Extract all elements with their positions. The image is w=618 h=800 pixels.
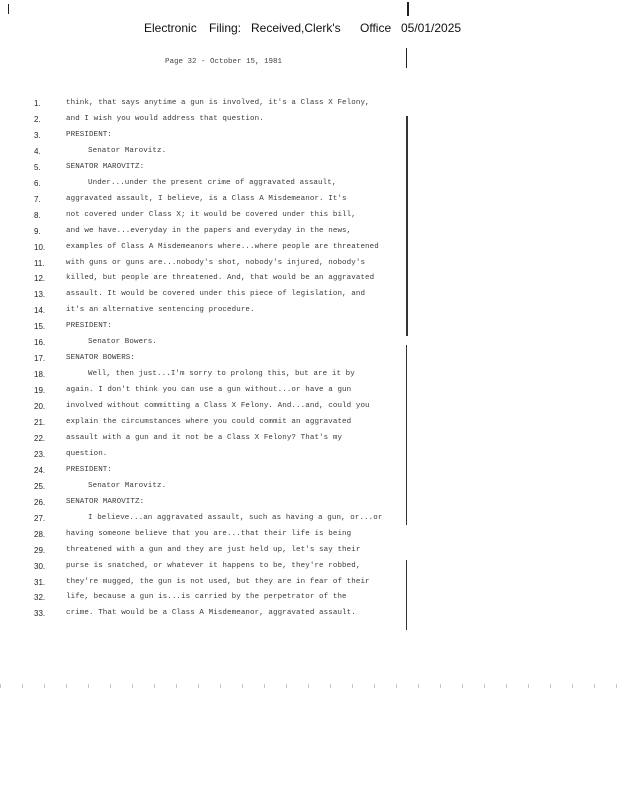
transcript-line: examples of Class A Misdemeanors where...where people are threatened — [66, 242, 379, 251]
transcript-line: PRESIDENT: — [66, 465, 113, 474]
scan-mark — [406, 48, 407, 68]
transcript-line: having someone believe that you are...that their life is being — [66, 529, 352, 538]
transcript-line: assault with a gun and it not be a Class X Felony? That's my — [66, 433, 343, 442]
line-number: 13. — [34, 290, 46, 300]
line-number: 11. — [34, 258, 45, 268]
line-number: 24. — [34, 465, 46, 475]
scan-mark — [407, 2, 409, 16]
transcript-line: PRESIDENT: — [66, 130, 113, 139]
transcript-line: SENATOR MAROVITZ: — [66, 162, 145, 171]
transcript-line: SENATOR BOWERS: — [66, 354, 136, 363]
transcript-line: and I wish you would address that question. — [66, 114, 264, 123]
transcript-line: crime. That would be a Class A Misdemeanor, aggravated assault. — [66, 609, 356, 618]
line-number: 26. — [34, 497, 46, 507]
line-number: 15. — [34, 322, 46, 332]
stamp-electronic: Electronic — [144, 21, 197, 35]
transcript-line: and we have...everyday in the papers and everyday in the news, — [66, 226, 352, 235]
transcript-line: SENATOR MAROVITZ: — [66, 497, 145, 506]
line-number: 6. — [34, 178, 41, 188]
transcript-line: killed, but people are threatened. And, that would be an aggravated — [66, 274, 375, 283]
transcript-line: question. — [66, 449, 108, 458]
line-number: 33. — [34, 609, 46, 619]
line-number: 8. — [34, 210, 41, 220]
transcript-line: Under...under the present crime of aggravated assault, — [88, 178, 337, 187]
transcript-line: they're mugged, the gun is not used, but they are in fear of their — [66, 577, 370, 586]
line-number: 18. — [34, 370, 46, 380]
transcript-line: threatened with a gun and they are just held up, let's say their — [66, 545, 361, 554]
line-number: 20. — [34, 402, 46, 412]
transcript-line: again. I don't think you can use a gun without...or have a gun — [66, 386, 352, 395]
scan-mark — [8, 4, 9, 14]
line-number: 30. — [34, 561, 46, 571]
stamp-date: 05/01/2025 — [401, 21, 462, 35]
stamp-filing: Filing: — [209, 21, 242, 35]
line-number: 4. — [34, 146, 41, 156]
electronic-filing-stamp — [0, 21, 618, 37]
transcript-line: think, that says anytime a gun is involved, it's a Class X Felony, — [66, 99, 370, 107]
line-number: 5. — [34, 162, 41, 172]
line-number: 22. — [34, 433, 46, 443]
margin-rule — [406, 116, 408, 336]
line-number: 14. — [34, 306, 46, 316]
line-number: 10. — [34, 242, 46, 252]
transcript-line: explain the circumstances where you could commit an aggravated — [66, 418, 352, 426]
stamp-received: Received,Clerk's — [251, 21, 341, 35]
transcript-line: Well, then just...I'm sorry to prolong this, but are it by — [88, 370, 355, 379]
line-number: 27. — [34, 513, 46, 523]
line-number: 32. — [34, 593, 46, 603]
transcript-line: with guns or guns are...nobody's shot, nobody's injured, nobody's — [66, 258, 366, 267]
margin-rule — [406, 560, 407, 630]
line-number: 7. — [34, 194, 41, 204]
scan-noise — [0, 684, 618, 688]
page-header: Page 32 - October 15, 1981 — [165, 58, 283, 66]
line-number: 9. — [34, 226, 41, 236]
transcript-line: Senator Bowers. — [88, 338, 158, 347]
margin-rule — [406, 345, 407, 525]
transcript-line: Senator Marovitz. — [88, 146, 167, 155]
transcript-line: PRESIDENT: — [66, 322, 113, 331]
line-number: 25. — [34, 481, 46, 491]
transcript-line: I believe...an aggravated assault, such as having a gun, or...or — [88, 513, 383, 522]
line-number: 3. — [34, 130, 41, 140]
transcript-line: involved without committing a Class X Felony. And...and, could you — [66, 402, 370, 411]
transcript-line: it's an alternative sentencing procedure. — [66, 306, 255, 315]
transcript-line: assault. It would be covered under this piece of legislation, and — [66, 290, 366, 299]
transcript-line: not covered under Class X; it would be covered under this bill, — [66, 210, 356, 219]
line-number: 29. — [34, 545, 46, 555]
line-number: 21. — [34, 418, 46, 427]
stamp-office: Office — [360, 21, 392, 35]
line-number: 31. — [34, 577, 46, 587]
line-number: 19. — [34, 386, 46, 396]
line-number: 12. — [34, 274, 46, 284]
line-number: 17. — [34, 354, 46, 364]
line-number: 23. — [34, 449, 46, 459]
transcript-line: life, because a gun is...is carried by the perpetrator of the — [66, 593, 347, 602]
line-number: 1. — [34, 99, 41, 108]
transcript-line: aggravated assault, I believe, is a Class A Misdemeanor. It's — [66, 194, 347, 203]
line-number: 16. — [34, 338, 46, 348]
line-number: 2. — [34, 114, 41, 124]
line-number: 28. — [34, 529, 46, 539]
transcript-line: purse is snatched, or whatever it happens to be, they're robbed, — [66, 561, 361, 570]
transcript-line: Senator Marovitz. — [88, 481, 167, 490]
